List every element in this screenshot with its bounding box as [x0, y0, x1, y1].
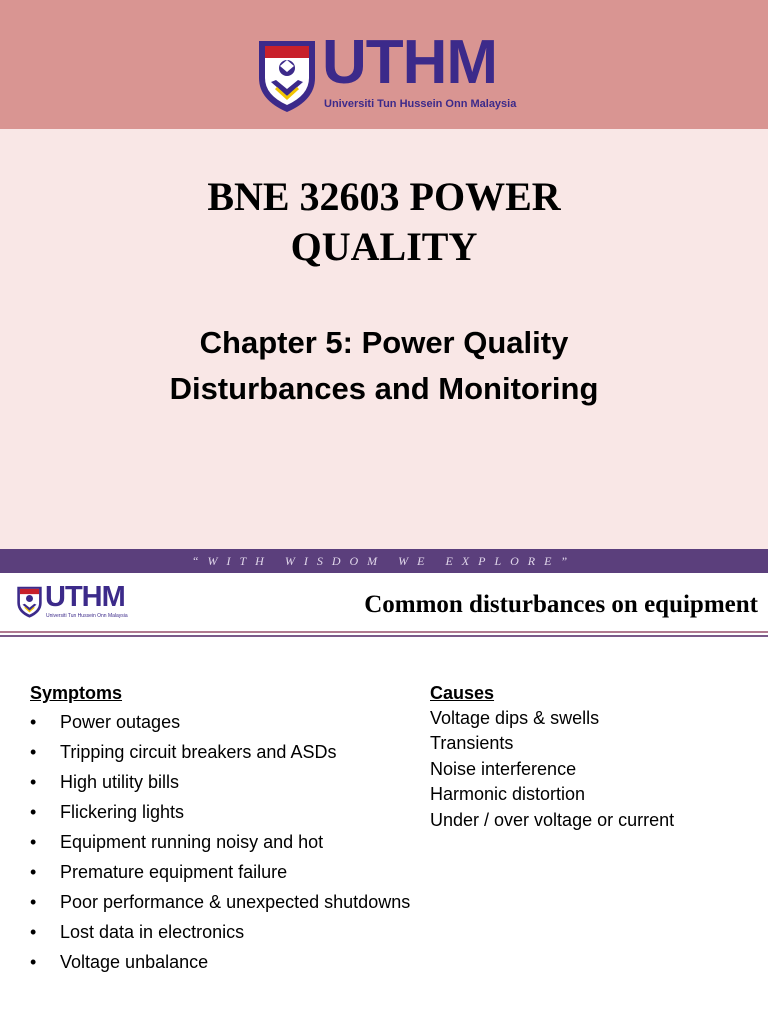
bullet: •	[30, 922, 37, 942]
symptom-text: High utility bills	[60, 772, 180, 792]
list-item	[30, 830, 450, 860]
chapter-title-line-1: Chapter 5: Power Quality	[199, 325, 569, 360]
uthm-logo	[256, 28, 536, 116]
symptom-text: Power outages	[60, 712, 181, 732]
content-slide	[0, 573, 768, 1024]
slide-header-band	[0, 0, 768, 129]
list-item: Noise interference	[430, 758, 577, 779]
symptom-text: Lost data in electronics	[60, 922, 245, 942]
bullet: •	[30, 772, 37, 792]
list-item: Under / over voltage or current	[430, 809, 675, 830]
title-divider	[0, 631, 768, 633]
title-divider	[0, 635, 768, 637]
symptom-text: Flickering lights	[60, 802, 185, 822]
list-item	[30, 950, 450, 980]
course-title-line-2: QUALITY	[290, 224, 478, 269]
uthm-shield-icon	[256, 38, 318, 114]
logo-subline: Universiti Tun Hussein Onn Malaysia	[46, 613, 128, 619]
logo-wordmark: UTHM	[322, 28, 498, 97]
bullet: •	[30, 742, 37, 762]
list-item	[30, 860, 450, 890]
chapter-title-line-2: Disturbances and Monitoring	[169, 371, 599, 406]
list-item	[30, 920, 450, 950]
bullet: •	[30, 712, 37, 732]
symptom-text: Premature equipment failure	[60, 862, 288, 882]
uthm-logo-small	[16, 581, 146, 625]
causes-list	[430, 706, 760, 833]
symptoms-column	[30, 682, 450, 980]
list-item	[30, 710, 450, 740]
logo-wordmark: UTHM	[45, 581, 125, 613]
uthm-shield-icon	[16, 585, 43, 619]
symptoms-heading: Symptoms	[30, 683, 123, 703]
list-item: Transients	[430, 733, 514, 754]
bullet: •	[30, 862, 37, 882]
symptom-text: Equipment running noisy and hot	[60, 832, 324, 852]
bullet: •	[30, 892, 37, 912]
list-item	[30, 890, 450, 920]
slide-title: Common disturbances on equipment	[364, 591, 758, 618]
course-title-line-1: BNE 32603 POWER	[207, 174, 561, 219]
symptoms-list	[30, 710, 450, 980]
chapter-title	[0, 320, 768, 412]
list-item: Voltage dips & swells	[430, 708, 600, 728]
causes-heading: Causes	[430, 683, 495, 703]
course-title	[0, 172, 768, 272]
list-item	[30, 800, 450, 830]
bullet: •	[30, 952, 37, 972]
symptom-text: Poor performance & unexpected shutdowns	[60, 892, 411, 912]
list-item: Harmonic distortion	[430, 784, 586, 805]
list-item	[30, 770, 450, 800]
motto-bar: “WITH WISDOM WE EXPLORE”	[0, 549, 768, 573]
symptom-text: Voltage unbalance	[60, 952, 209, 972]
logo-subline: Universiti Tun Hussein Onn Malaysia	[324, 98, 517, 110]
symptom-text: Tripping circuit breakers and ASDs	[60, 742, 337, 762]
causes-column	[430, 682, 760, 833]
bullet: •	[30, 802, 37, 822]
list-item	[30, 740, 450, 770]
bullet: •	[30, 832, 37, 852]
